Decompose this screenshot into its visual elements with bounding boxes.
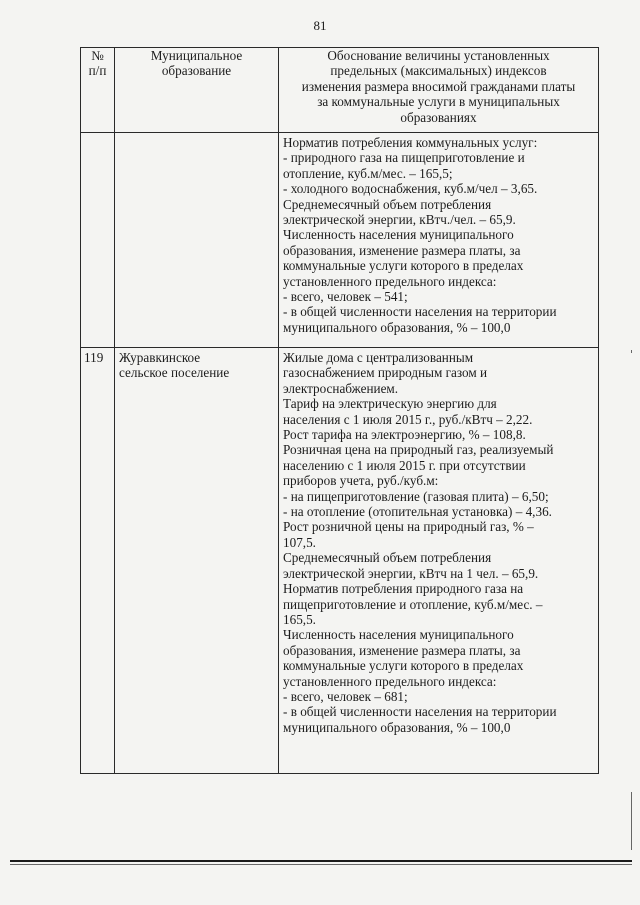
text-line: - на отопление (отопительная установка) – 4,36.	[283, 504, 552, 520]
text-line: 107,5.	[283, 534, 316, 550]
header-line: №	[91, 48, 104, 63]
text-line: электрической энергии, кВтч на 1 чел. – 65,9.	[283, 565, 539, 581]
text-line: образования, изменение размера платы, за	[283, 242, 521, 258]
municipality-cell	[115, 133, 279, 348]
scan-mark	[631, 792, 632, 850]
justification-cell	[279, 133, 599, 348]
text-line: Тариф на электрическую энергию для	[283, 396, 497, 412]
text-line: - в общей численности населения на территории	[283, 304, 557, 320]
text-line: приборов учета, руб./куб.м:	[283, 473, 439, 489]
scan-bottom-rule	[10, 860, 632, 862]
header-num	[81, 48, 115, 133]
table-row	[81, 348, 599, 774]
text-line: - природного газа на пищеприготовление и	[283, 150, 525, 166]
text-line: Среднемесячный объем потребления	[283, 196, 492, 212]
header-line: за коммунальные услуги в муниципальных	[317, 94, 560, 110]
header-municipality	[115, 48, 279, 133]
header-row	[81, 48, 599, 133]
justification-cell	[279, 348, 599, 774]
text-line: муниципального образования, % – 100,0	[283, 719, 511, 735]
scan-mark	[631, 350, 632, 353]
text-line: электрической энергии, кВтч./чел. – 65,9.	[283, 212, 516, 228]
municipality-cell	[115, 348, 279, 774]
text-line: Розничная цена на природный газ, реализуемый	[283, 442, 554, 458]
table-row	[81, 133, 599, 348]
header-line: образованиях	[400, 109, 477, 125]
text-line: 165,5.	[283, 611, 316, 627]
text-line: пищеприготовление и отопление, куб.м/мес. –	[283, 596, 543, 612]
text-line: муниципального образования, % – 100,0	[283, 319, 511, 335]
text-line: - на пищеприготовление (газовая плита) – 6,50;	[283, 488, 549, 504]
header-line: п/п	[88, 63, 107, 79]
text-line: - в общей численности населения на территории	[283, 704, 557, 720]
text-line: Рост розничной цены на природный газ, % –	[283, 519, 534, 535]
text-line: образования, изменение размера платы, за	[283, 642, 521, 658]
scan-bottom-rule	[10, 864, 632, 865]
text-line: - холодного водоснабжения, куб.м/чел – 3,65.	[283, 181, 538, 197]
text-line: Численность населения муниципального	[283, 627, 514, 643]
text-line: - всего, человек – 681;	[283, 688, 408, 704]
row-number-cell: 119	[81, 348, 115, 774]
header-line: предельных (максимальных) индексов	[330, 63, 547, 79]
municipality-line: Журавкинское	[119, 350, 201, 365]
text-line: коммунальные услуги которого в пределах	[283, 658, 524, 674]
text-line: установленного предельного индекса:	[283, 673, 497, 689]
text-line: Жилые дома с централизованным	[283, 350, 474, 365]
text-line: электроснабжением.	[283, 380, 399, 396]
header-line: образование	[161, 63, 232, 79]
text-line: населения с 1 июля 2015 г., руб./кВтч – 2,22.	[283, 411, 533, 427]
header-line: Обоснование величины установленных	[327, 48, 550, 63]
text-line: установленного предельного индекса:	[283, 273, 497, 289]
municipality-line: сельское поселение	[119, 365, 230, 381]
data-table	[80, 47, 599, 774]
text-line: Численность населения муниципального	[283, 227, 514, 243]
text-line: Норматив потребления природного газа на	[283, 581, 524, 597]
text-line: Рост тарифа на электроэнергию, % – 108,8.	[283, 427, 526, 443]
text-line: отопление, куб.м/мес. – 165,5;	[283, 165, 453, 181]
text-line: - всего, человек – 541;	[283, 289, 408, 305]
row-number-cell	[81, 133, 115, 348]
text-line: коммунальные услуги которого в пределах	[283, 258, 524, 274]
text-line: газоснабжением природным газом и	[283, 365, 488, 381]
header-line: Муниципальное	[150, 48, 243, 63]
header-justification	[279, 48, 599, 133]
header-line: изменения размера вносимой гражданами платы	[301, 78, 576, 94]
text-line: Среднемесячный объем потребления	[283, 550, 492, 566]
text-line: населению с 1 июля 2015 г. при отсутствии	[283, 457, 526, 473]
page-number: 81	[313, 18, 327, 33]
text-line: Норматив потребления коммунальных услуг:	[283, 135, 538, 150]
